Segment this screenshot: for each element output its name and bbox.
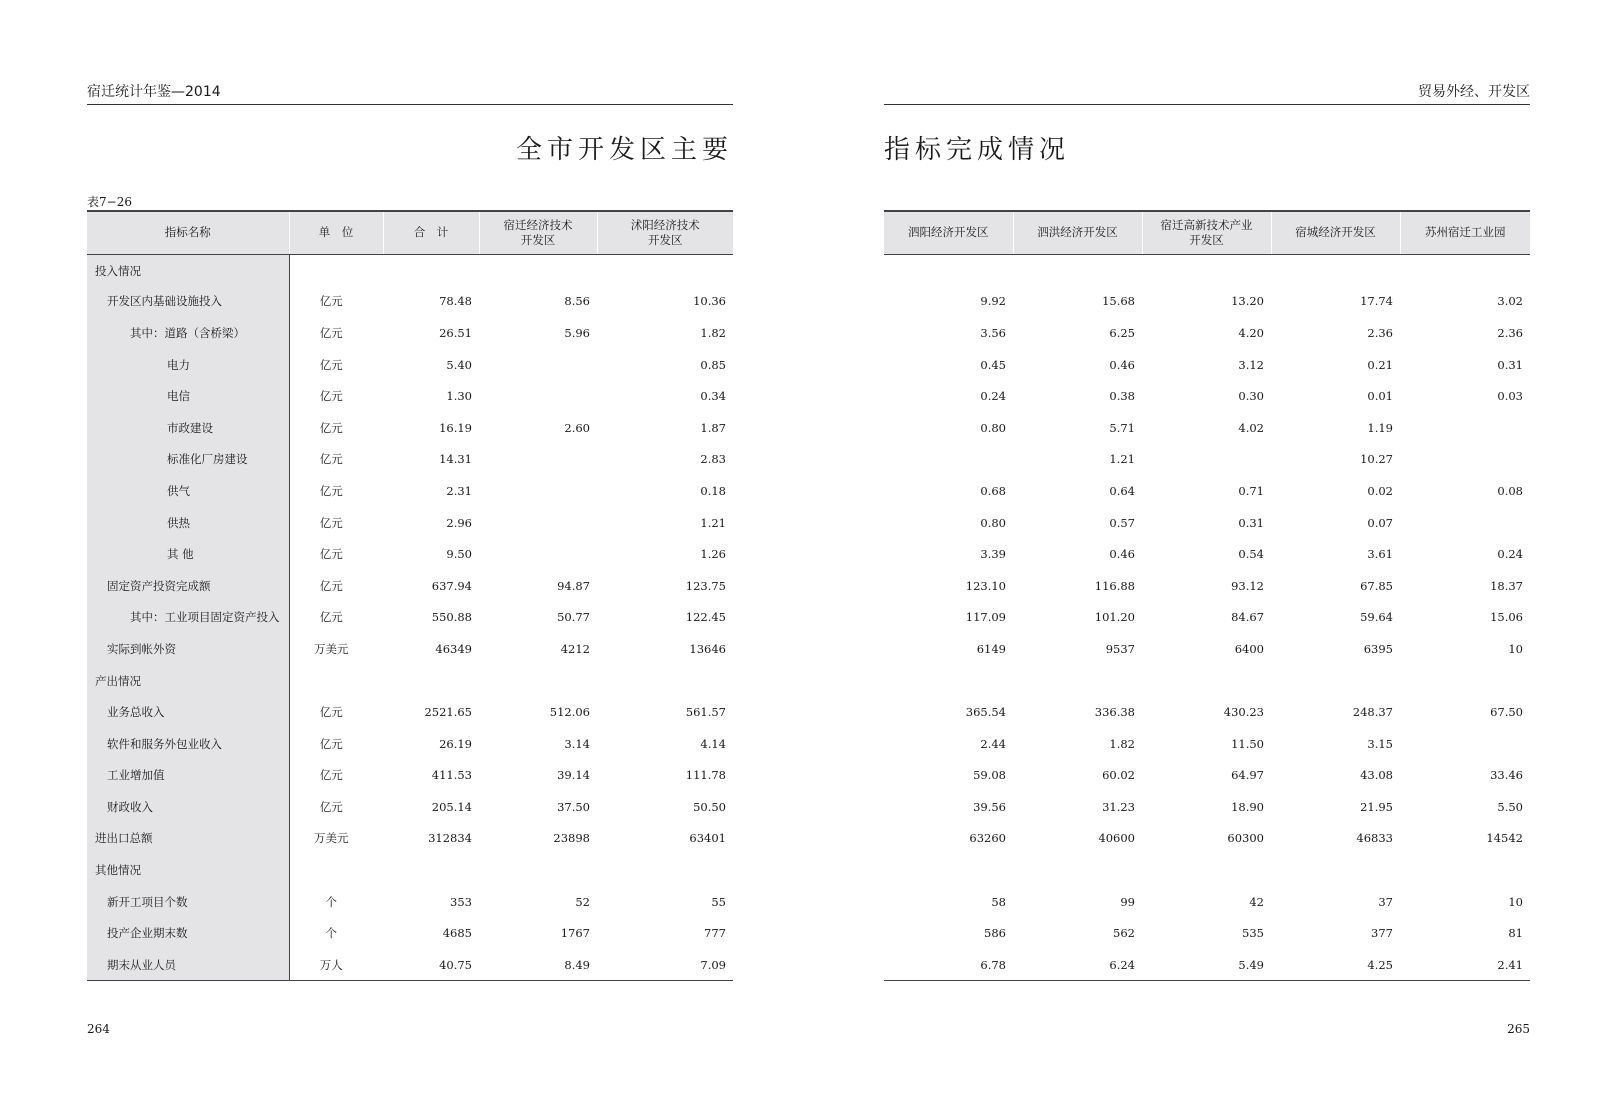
value-cell: 2.44 bbox=[980, 736, 1006, 751]
value-cell: 81 bbox=[1508, 926, 1523, 941]
value-cell: 0.68 bbox=[980, 483, 1006, 498]
value-cell: 4.02 bbox=[1238, 420, 1264, 435]
value-cell: 111.78 bbox=[685, 768, 726, 783]
value-cell: 50.77 bbox=[557, 610, 590, 625]
value-cell: 0.18 bbox=[700, 483, 726, 498]
column-header: 宿迁经济技术 开发区 bbox=[479, 211, 597, 254]
indicator-name: 供气 bbox=[87, 475, 289, 507]
value-cell: 0.71 bbox=[1238, 483, 1264, 498]
value-cell: 4212 bbox=[560, 641, 590, 656]
value-cell bbox=[1400, 412, 1530, 444]
value-cell bbox=[1013, 254, 1142, 286]
column-header: 合 计 bbox=[383, 211, 479, 254]
table-row bbox=[87, 475, 733, 507]
value-cell: 116.88 bbox=[1094, 578, 1135, 593]
value-cell: 6395 bbox=[1363, 641, 1393, 656]
indicator-name: 电信 bbox=[87, 380, 289, 412]
value-cell bbox=[479, 254, 597, 286]
value-cell: 6400 bbox=[1234, 641, 1264, 656]
value-cell: 15.06 bbox=[1490, 610, 1523, 625]
table-row bbox=[884, 538, 1530, 570]
unit-cell: 亿元 bbox=[319, 294, 343, 309]
table-row bbox=[884, 823, 1530, 855]
table-row bbox=[87, 444, 733, 476]
right-running-head bbox=[884, 84, 1530, 105]
value-cell bbox=[479, 444, 597, 476]
value-cell: 4.25 bbox=[1271, 949, 1400, 981]
unit-cell: 个 bbox=[325, 926, 337, 941]
value-cell: 1.21 bbox=[1109, 452, 1135, 467]
value-cell: 6.78 bbox=[884, 949, 1013, 981]
value-cell: 16.19 bbox=[439, 420, 472, 435]
unit-cell: 亿元 bbox=[319, 515, 343, 530]
value-cell: 50.50 bbox=[693, 799, 726, 814]
value-cell bbox=[479, 854, 597, 886]
value-cell: 0.34 bbox=[700, 389, 726, 404]
value-cell: 40600 bbox=[1098, 831, 1135, 846]
indicator-name: 其中：道路（含桥梁） bbox=[87, 317, 289, 349]
table-row bbox=[884, 507, 1530, 539]
table-row bbox=[87, 602, 733, 634]
value-cell bbox=[1142, 665, 1271, 697]
value-cell: 0.45 bbox=[980, 357, 1006, 372]
value-cell: 0.46 bbox=[1109, 357, 1135, 372]
value-cell: 8.56 bbox=[564, 294, 590, 309]
unit-cell: 亿元 bbox=[319, 578, 343, 593]
table-row bbox=[884, 665, 1530, 697]
value-cell bbox=[1400, 507, 1530, 539]
value-cell: 5.49 bbox=[1142, 949, 1271, 981]
value-cell: 18.90 bbox=[1231, 799, 1264, 814]
value-cell: 52 bbox=[575, 894, 590, 909]
unit-cell: 个 bbox=[325, 894, 337, 909]
indicator-name: 市政建设 bbox=[87, 412, 289, 444]
value-cell: 0.24 bbox=[1497, 547, 1523, 562]
indicator-name: 其他情况 bbox=[87, 854, 289, 886]
value-cell: 7.09 bbox=[597, 949, 733, 981]
table-row bbox=[87, 286, 733, 318]
value-cell: 0.80 bbox=[980, 515, 1006, 530]
indicator-name: 投入情况 bbox=[87, 254, 289, 286]
table-row bbox=[87, 349, 733, 381]
value-cell: 10 bbox=[1508, 894, 1523, 909]
value-cell: 205.14 bbox=[431, 799, 472, 814]
value-cell: 5.40 bbox=[446, 357, 472, 372]
value-cell: 6.24 bbox=[1013, 949, 1142, 981]
value-cell: 6149 bbox=[976, 641, 1006, 656]
value-cell bbox=[884, 254, 1013, 286]
table-row bbox=[884, 444, 1530, 476]
column-header: 苏州宿迁工业园 bbox=[1400, 211, 1530, 254]
value-cell: 2521.65 bbox=[424, 705, 472, 720]
value-cell bbox=[884, 665, 1013, 697]
table-row bbox=[884, 791, 1530, 823]
left-header-row bbox=[87, 211, 733, 254]
column-header: 泗洪经济开发区 bbox=[1013, 211, 1142, 254]
value-cell: 63260 bbox=[969, 831, 1006, 846]
value-cell: 94.87 bbox=[557, 578, 590, 593]
value-cell bbox=[884, 444, 1013, 476]
left-page-number: 264 bbox=[87, 1022, 110, 1036]
value-cell: 26.51 bbox=[439, 325, 472, 340]
value-cell: 0.30 bbox=[1238, 389, 1264, 404]
value-cell bbox=[383, 254, 479, 286]
left-data-table bbox=[87, 210, 733, 981]
indicator-name: 投产企业期末数 bbox=[87, 917, 289, 949]
value-cell: 0.02 bbox=[1367, 483, 1393, 498]
indicator-name: 业务总收入 bbox=[87, 696, 289, 728]
value-cell: 1.19 bbox=[1367, 420, 1393, 435]
value-cell: 13.20 bbox=[1231, 294, 1264, 309]
right-page-number: 265 bbox=[1507, 1022, 1530, 1036]
yearbook-title: 宿迁统计年鉴—2014 bbox=[87, 84, 221, 100]
value-cell: 365.54 bbox=[965, 705, 1006, 720]
unit-cell: 亿元 bbox=[319, 325, 343, 340]
table-row bbox=[884, 760, 1530, 792]
value-cell: 17.74 bbox=[1360, 294, 1393, 309]
value-cell bbox=[1013, 854, 1142, 886]
value-cell: 11.50 bbox=[1231, 736, 1264, 751]
value-cell bbox=[1013, 665, 1142, 697]
value-cell: 2.41 bbox=[1400, 949, 1530, 981]
value-cell: 1.30 bbox=[446, 389, 472, 404]
value-cell: 21.95 bbox=[1360, 799, 1393, 814]
indicator-name: 新开工项目个数 bbox=[87, 886, 289, 918]
value-cell: 1.21 bbox=[700, 515, 726, 530]
value-cell bbox=[383, 854, 479, 886]
indicator-name: 期末从业人员 bbox=[87, 949, 289, 981]
column-header: 指标名称 bbox=[87, 211, 289, 254]
value-cell: 58 bbox=[991, 894, 1006, 909]
value-cell: 3.56 bbox=[980, 325, 1006, 340]
value-cell: 39.14 bbox=[557, 768, 590, 783]
table-row bbox=[87, 412, 733, 444]
table-row bbox=[87, 570, 733, 602]
indicator-name: 开发区内基础设施投入 bbox=[87, 286, 289, 318]
value-cell bbox=[597, 854, 733, 886]
value-cell: 37 bbox=[1378, 894, 1393, 909]
indicator-name: 其中：工业项目固定资产投入 bbox=[87, 602, 289, 634]
value-cell: 2.31 bbox=[446, 483, 472, 498]
table-row bbox=[87, 760, 733, 792]
column-header: 宿迁高新技术产业 开发区 bbox=[1142, 211, 1271, 254]
value-cell: 3.12 bbox=[1238, 357, 1264, 372]
value-cell: 14542 bbox=[1486, 831, 1523, 846]
value-cell: 37.50 bbox=[557, 799, 590, 814]
value-cell: 0.21 bbox=[1367, 357, 1393, 372]
unit-cell: 亿元 bbox=[319, 547, 343, 562]
indicator-name: 标准化厂房建设 bbox=[87, 444, 289, 476]
value-cell bbox=[1400, 254, 1530, 286]
value-cell: 430.23 bbox=[1223, 705, 1264, 720]
value-cell: 3.14 bbox=[564, 736, 590, 751]
table-row bbox=[884, 317, 1530, 349]
value-cell bbox=[479, 665, 597, 697]
value-cell: 512.06 bbox=[549, 705, 590, 720]
value-cell bbox=[479, 349, 597, 381]
table-title-part-1: 全市开发区主要 bbox=[515, 135, 733, 165]
value-cell: 4.20 bbox=[1238, 325, 1264, 340]
value-cell: 0.85 bbox=[700, 357, 726, 372]
table-row bbox=[884, 286, 1530, 318]
value-cell: 2.36 bbox=[1497, 325, 1523, 340]
indicator-name: 供热 bbox=[87, 507, 289, 539]
table-row bbox=[87, 949, 733, 981]
table-row bbox=[87, 791, 733, 823]
value-cell: 4.14 bbox=[700, 736, 726, 751]
value-cell: 9537 bbox=[1105, 641, 1135, 656]
value-cell: 60.02 bbox=[1102, 768, 1135, 783]
value-cell bbox=[479, 475, 597, 507]
value-cell: 15.68 bbox=[1102, 294, 1135, 309]
value-cell bbox=[1400, 854, 1530, 886]
value-cell: 377 bbox=[1371, 926, 1393, 941]
value-cell: 0.01 bbox=[1367, 389, 1393, 404]
unit-cell bbox=[289, 854, 383, 886]
table-row bbox=[884, 475, 1530, 507]
indicator-name: 实际到帐外资 bbox=[87, 633, 289, 665]
value-cell: 5.71 bbox=[1109, 420, 1135, 435]
table-row bbox=[87, 380, 733, 412]
indicator-name: 财政收入 bbox=[87, 791, 289, 823]
indicator-name: 产出情况 bbox=[87, 665, 289, 697]
indicator-name: 其 他 bbox=[87, 538, 289, 570]
table-row bbox=[87, 538, 733, 570]
value-cell: 312834 bbox=[428, 831, 472, 846]
value-cell: 10.27 bbox=[1360, 452, 1393, 467]
table-row bbox=[87, 823, 733, 855]
value-cell: 2.36 bbox=[1367, 325, 1393, 340]
value-cell: 0.38 bbox=[1109, 389, 1135, 404]
value-cell: 248.37 bbox=[1352, 705, 1393, 720]
value-cell bbox=[597, 665, 733, 697]
unit-cell: 万美元 bbox=[314, 831, 349, 846]
value-cell: 46349 bbox=[435, 641, 472, 656]
value-cell: 67.85 bbox=[1360, 578, 1393, 593]
unit-cell: 亿元 bbox=[319, 483, 343, 498]
value-cell bbox=[1142, 254, 1271, 286]
value-cell: 42 bbox=[1249, 894, 1264, 909]
value-cell bbox=[479, 538, 597, 570]
table-row bbox=[884, 602, 1530, 634]
column-header: 泗阳经济开发区 bbox=[884, 211, 1013, 254]
value-cell bbox=[1142, 444, 1271, 476]
unit-cell: 亿元 bbox=[319, 610, 343, 625]
value-cell: 411.53 bbox=[431, 768, 472, 783]
value-cell: 0.08 bbox=[1497, 483, 1523, 498]
table-row bbox=[87, 854, 733, 886]
table-row bbox=[884, 570, 1530, 602]
value-cell bbox=[479, 507, 597, 539]
value-cell bbox=[1271, 854, 1400, 886]
value-cell: 586 bbox=[984, 926, 1006, 941]
unit-cell: 亿元 bbox=[319, 452, 343, 467]
indicator-name: 电力 bbox=[87, 349, 289, 381]
table-row bbox=[884, 349, 1530, 381]
value-cell: 0.46 bbox=[1109, 547, 1135, 562]
value-cell: 4685 bbox=[442, 926, 472, 941]
value-cell: 0.24 bbox=[980, 389, 1006, 404]
value-cell: 122.45 bbox=[685, 610, 726, 625]
value-cell: 3.39 bbox=[980, 547, 1006, 562]
table-row bbox=[884, 633, 1530, 665]
table-row bbox=[884, 854, 1530, 886]
unit-cell: 亿元 bbox=[319, 389, 343, 404]
value-cell: 0.80 bbox=[980, 420, 1006, 435]
value-cell: 93.12 bbox=[1231, 578, 1264, 593]
indicator-name: 进出口总额 bbox=[87, 823, 289, 855]
value-cell: 59.08 bbox=[973, 768, 1006, 783]
value-cell: 78.48 bbox=[439, 294, 472, 309]
table-row bbox=[87, 696, 733, 728]
value-cell: 10.36 bbox=[693, 294, 726, 309]
chapter-title: 贸易外经、开发区 bbox=[1418, 84, 1530, 100]
value-cell: 1.82 bbox=[1109, 736, 1135, 751]
value-cell: 0.07 bbox=[1367, 515, 1393, 530]
table-row bbox=[87, 886, 733, 918]
value-cell: 637.94 bbox=[431, 578, 472, 593]
value-cell bbox=[383, 665, 479, 697]
unit-cell: 万人 bbox=[289, 949, 383, 981]
table-row bbox=[884, 696, 1530, 728]
value-cell: 46833 bbox=[1356, 831, 1393, 846]
table-row bbox=[884, 412, 1530, 444]
right-data-table bbox=[884, 210, 1530, 981]
value-cell: 26.19 bbox=[439, 736, 472, 751]
unit-cell: 亿元 bbox=[319, 799, 343, 814]
table-row bbox=[87, 665, 733, 697]
value-cell: 99 bbox=[1120, 894, 1135, 909]
value-cell: 2.83 bbox=[700, 452, 726, 467]
indicator-name: 软件和服务外包业收入 bbox=[87, 728, 289, 760]
value-cell: 117.09 bbox=[965, 610, 1006, 625]
unit-cell: 万美元 bbox=[314, 641, 349, 656]
table-row bbox=[87, 254, 733, 286]
column-header: 宿城经济开发区 bbox=[1271, 211, 1400, 254]
value-cell bbox=[884, 854, 1013, 886]
value-cell bbox=[597, 254, 733, 286]
value-cell: 23898 bbox=[553, 831, 590, 846]
indicator-name: 工业增加值 bbox=[87, 760, 289, 792]
value-cell: 13646 bbox=[689, 641, 726, 656]
table-row bbox=[884, 949, 1530, 981]
value-cell: 0.31 bbox=[1497, 357, 1523, 372]
value-cell: 777 bbox=[704, 926, 726, 941]
value-cell: 550.88 bbox=[431, 610, 472, 625]
unit-cell: 亿元 bbox=[319, 768, 343, 783]
value-cell: 0.57 bbox=[1109, 515, 1135, 530]
table-number: 表7−26 bbox=[87, 195, 132, 209]
table-row bbox=[87, 728, 733, 760]
unit-cell: 亿元 bbox=[319, 357, 343, 372]
table-row bbox=[884, 886, 1530, 918]
value-cell: 60300 bbox=[1227, 831, 1264, 846]
value-cell: 14.31 bbox=[439, 452, 472, 467]
value-cell: 2.96 bbox=[446, 515, 472, 530]
value-cell: 9.92 bbox=[980, 294, 1006, 309]
value-cell: 59.64 bbox=[1360, 610, 1393, 625]
table-row bbox=[884, 380, 1530, 412]
value-cell: 43.08 bbox=[1360, 768, 1393, 783]
indicator-name: 固定资产投资完成额 bbox=[87, 570, 289, 602]
value-cell: 1767 bbox=[560, 926, 590, 941]
value-cell: 1.87 bbox=[700, 420, 726, 435]
value-cell: 3.15 bbox=[1367, 736, 1393, 751]
value-cell: 535 bbox=[1242, 926, 1264, 941]
value-cell bbox=[1400, 444, 1530, 476]
table-row bbox=[87, 507, 733, 539]
value-cell: 0.31 bbox=[1238, 515, 1264, 530]
value-cell: 3.61 bbox=[1367, 547, 1393, 562]
value-cell: 1.26 bbox=[700, 547, 726, 562]
value-cell: 6.25 bbox=[1109, 325, 1135, 340]
unit-cell: 亿元 bbox=[319, 420, 343, 435]
table-row bbox=[884, 254, 1530, 286]
value-cell: 123.10 bbox=[965, 578, 1006, 593]
right-header-row bbox=[884, 211, 1530, 254]
value-cell: 84.67 bbox=[1231, 610, 1264, 625]
unit-cell: 亿元 bbox=[319, 705, 343, 720]
value-cell: 0.03 bbox=[1497, 389, 1523, 404]
table-row bbox=[884, 728, 1530, 760]
value-cell: 64.97 bbox=[1231, 768, 1264, 783]
value-cell: 31.23 bbox=[1102, 799, 1135, 814]
value-cell: 33.46 bbox=[1490, 768, 1523, 783]
table-row bbox=[87, 633, 733, 665]
value-cell bbox=[479, 380, 597, 412]
value-cell: 9.50 bbox=[446, 547, 472, 562]
value-cell: 353 bbox=[450, 894, 472, 909]
value-cell bbox=[1271, 254, 1400, 286]
left-running-head bbox=[87, 84, 733, 105]
value-cell: 561.57 bbox=[685, 705, 726, 720]
value-cell: 1.82 bbox=[700, 325, 726, 340]
value-cell bbox=[1400, 665, 1530, 697]
value-cell: 55 bbox=[711, 894, 726, 909]
value-cell: 63401 bbox=[689, 831, 726, 846]
value-cell: 123.75 bbox=[685, 578, 726, 593]
value-cell: 3.02 bbox=[1497, 294, 1523, 309]
value-cell: 67.50 bbox=[1490, 705, 1523, 720]
unit-cell: 亿元 bbox=[319, 736, 343, 751]
value-cell: 40.75 bbox=[383, 949, 479, 981]
value-cell bbox=[1142, 854, 1271, 886]
value-cell: 10 bbox=[1508, 641, 1523, 656]
value-cell: 101.20 bbox=[1094, 610, 1135, 625]
value-cell bbox=[1271, 665, 1400, 697]
table-row bbox=[87, 917, 733, 949]
value-cell: 5.96 bbox=[564, 325, 590, 340]
value-cell: 18.37 bbox=[1490, 578, 1523, 593]
value-cell: 336.38 bbox=[1094, 705, 1135, 720]
unit-cell bbox=[289, 254, 383, 286]
value-cell bbox=[1400, 728, 1530, 760]
column-header: 单 位 bbox=[289, 211, 383, 254]
unit-cell bbox=[289, 665, 383, 697]
value-cell: 5.50 bbox=[1497, 799, 1523, 814]
value-cell: 0.64 bbox=[1109, 483, 1135, 498]
value-cell: 2.60 bbox=[564, 420, 590, 435]
value-cell: 8.49 bbox=[479, 949, 597, 981]
table-row bbox=[87, 317, 733, 349]
value-cell: 0.54 bbox=[1238, 547, 1264, 562]
table-title-part-2: 指标完成情况 bbox=[884, 135, 1071, 165]
value-cell: 39.56 bbox=[973, 799, 1006, 814]
table-row bbox=[884, 917, 1530, 949]
value-cell: 562 bbox=[1113, 926, 1135, 941]
column-header: 沭阳经济技术 开发区 bbox=[597, 211, 733, 254]
